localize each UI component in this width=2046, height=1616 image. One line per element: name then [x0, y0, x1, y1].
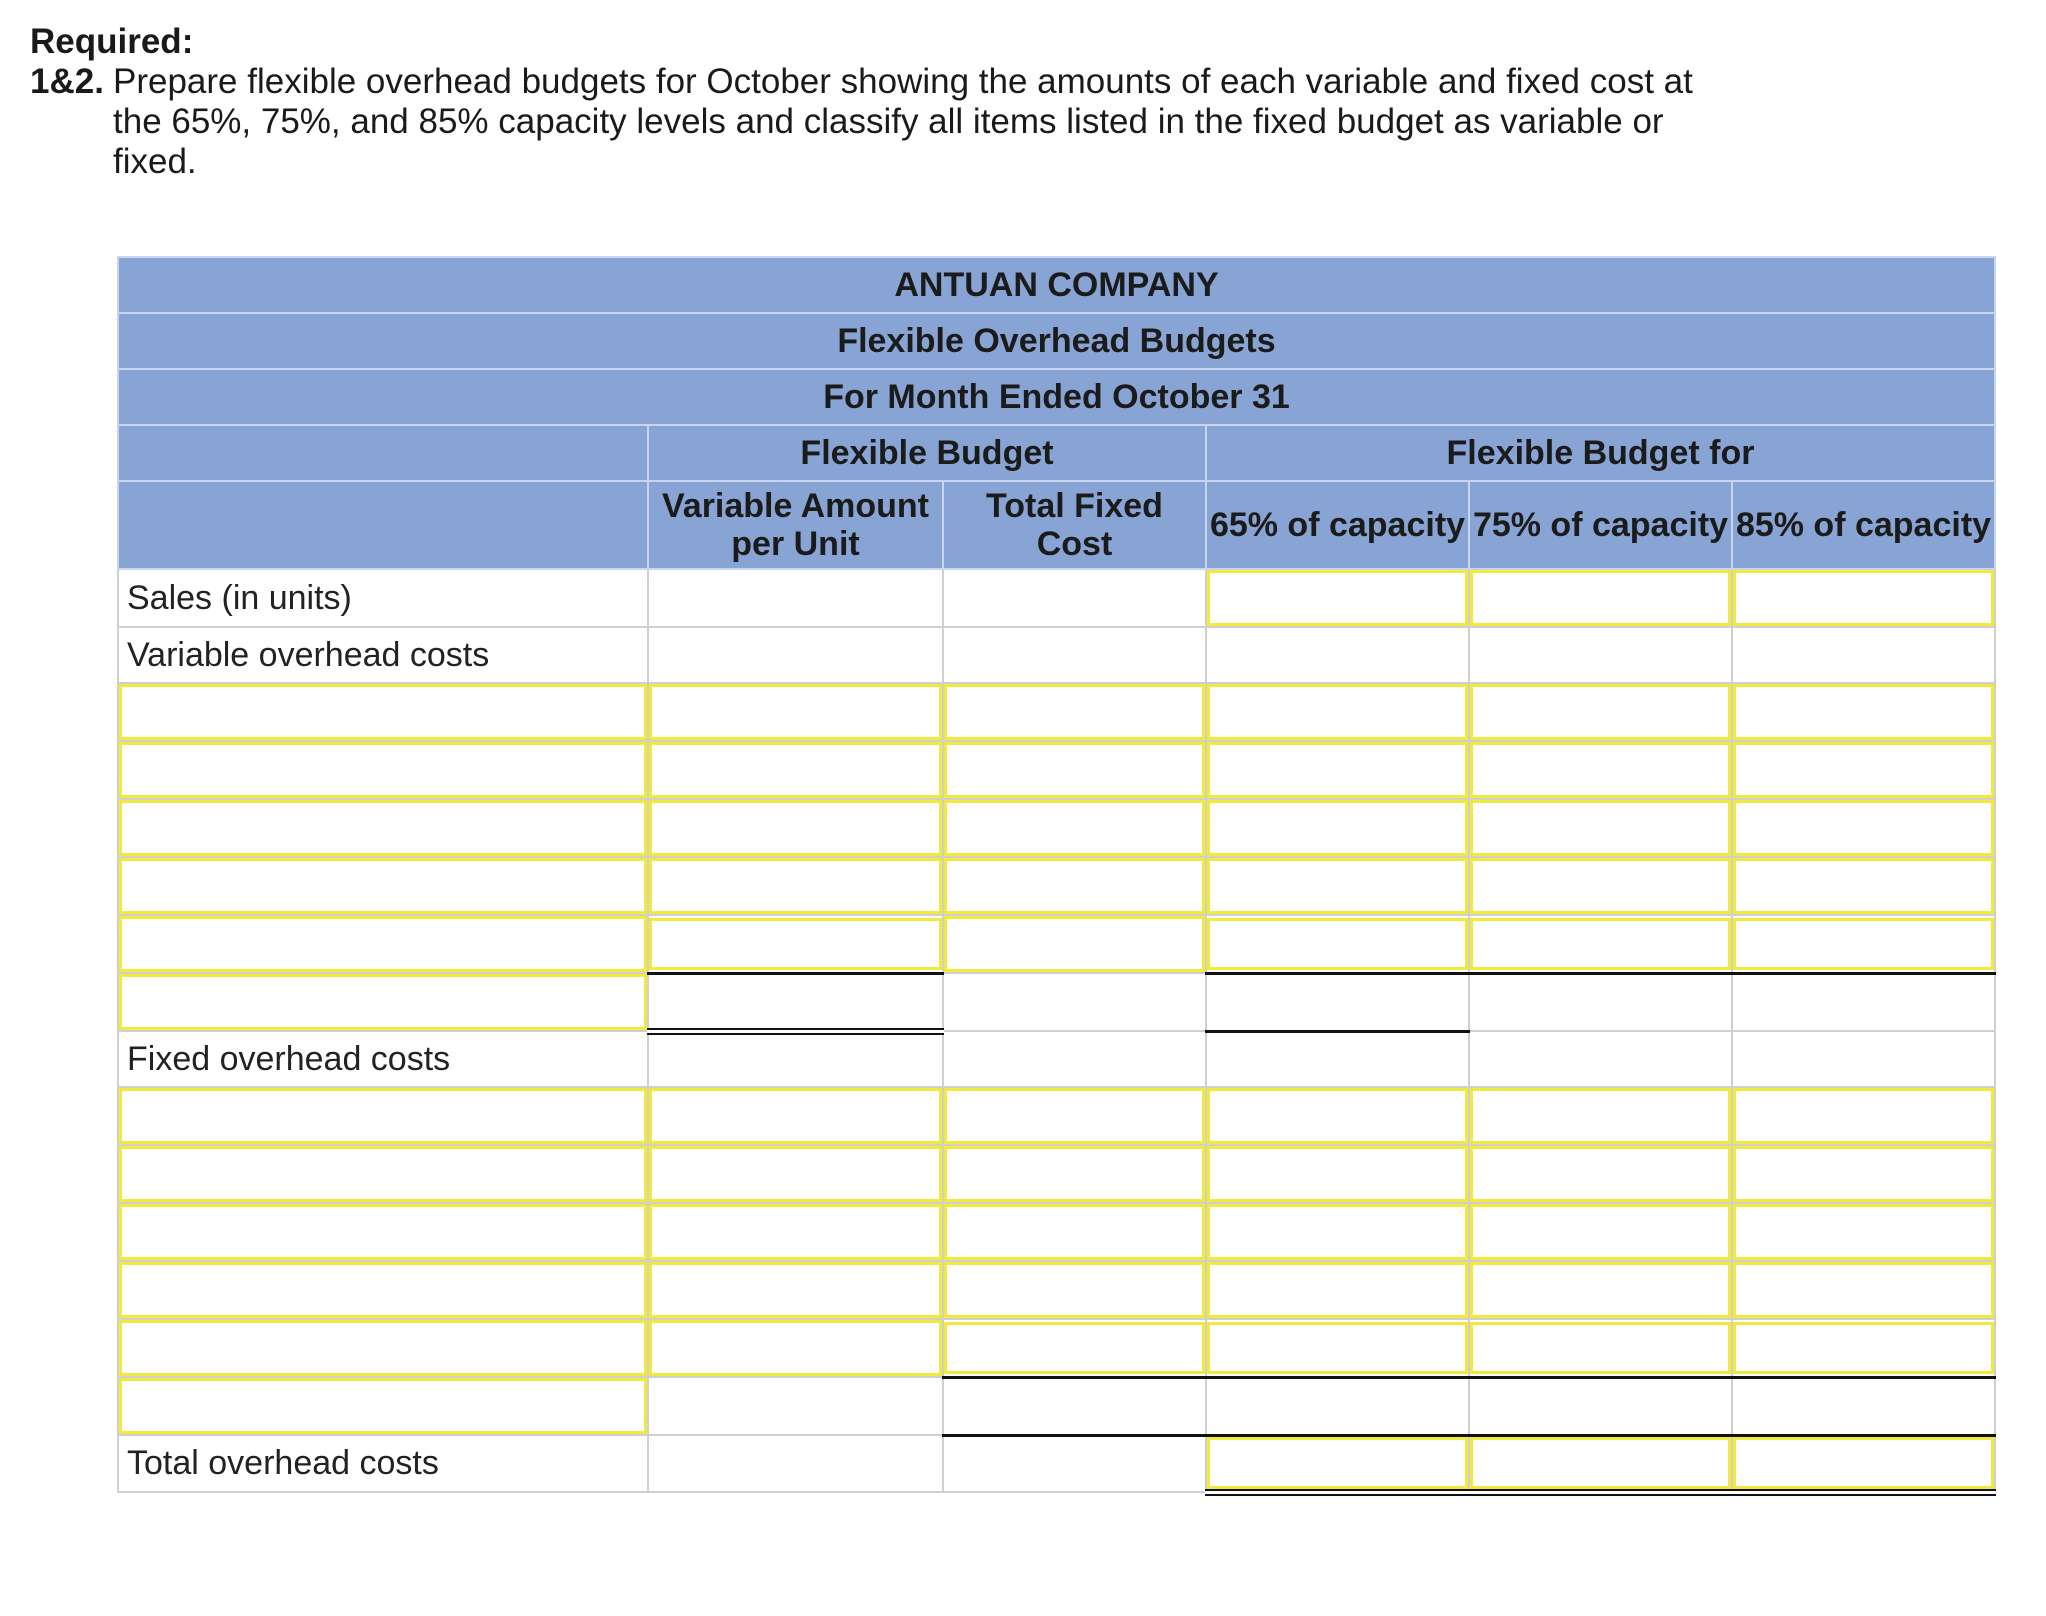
variable-total-65	[1206, 973, 1469, 1031]
amount-75-input[interactable]	[1470, 1322, 1731, 1374]
variable-cost-row	[118, 799, 1995, 857]
requirement-item	[30, 62, 1730, 182]
variable-amount-input[interactable]	[649, 800, 942, 856]
amount-75-input[interactable]	[1470, 684, 1731, 740]
sales-75-input[interactable]	[1470, 570, 1731, 626]
empty-cell	[943, 627, 1206, 683]
group-flexible-budget: Flexible Budget	[648, 425, 1206, 481]
amount-75-input[interactable]	[1470, 742, 1731, 798]
total-fixed-input[interactable]	[944, 916, 1205, 972]
required-heading: Required:	[30, 22, 194, 61]
amount-65-input[interactable]	[1207, 858, 1468, 914]
total-overhead-row	[118, 1435, 1995, 1492]
variable-cost-row	[118, 683, 1995, 741]
fixed-item-input[interactable]	[119, 1320, 647, 1376]
total-fixed-input[interactable]	[944, 1146, 1205, 1202]
total-fixed-input[interactable]	[944, 742, 1205, 798]
variable-item-input[interactable]	[119, 800, 647, 856]
fixed-item-input[interactable]	[119, 1204, 647, 1260]
row-label-fixed: Fixed overhead costs	[118, 1031, 648, 1087]
amount-65-input[interactable]	[1207, 800, 1468, 856]
empty-cell	[648, 1435, 943, 1492]
empty-cell	[943, 569, 1206, 627]
total-fixed-input[interactable]	[944, 800, 1205, 856]
amount-65-input[interactable]	[1207, 1204, 1468, 1260]
amount-85-input[interactable]	[1733, 684, 1994, 740]
total-fixed-input[interactable]	[944, 858, 1205, 914]
col-75-capacity: 75% of capacity	[1469, 481, 1732, 569]
total-fixed-input[interactable]	[944, 1262, 1205, 1318]
total-fixed-input[interactable]	[944, 1322, 1205, 1374]
variable-amount-input[interactable]	[649, 918, 942, 970]
requirement-number: 1&2.	[30, 62, 104, 101]
variable-cost-row	[118, 741, 1995, 799]
amount-75-input[interactable]	[1470, 1204, 1731, 1260]
fixed-total-cost	[943, 1377, 1206, 1435]
empty-cell	[648, 1031, 943, 1087]
amount-85-input[interactable]	[1733, 1088, 1994, 1144]
fixed-item-input[interactable]	[119, 1146, 647, 1202]
empty-cell	[1469, 1031, 1732, 1087]
row-label-sales: Sales (in units)	[118, 569, 648, 627]
empty-cell	[1732, 1031, 1995, 1087]
fixed-cost-row	[118, 1261, 1995, 1319]
empty-cell	[1469, 973, 1732, 1031]
empty-cell	[648, 1377, 943, 1435]
variable-cost-row	[118, 915, 1995, 973]
amount-75-input[interactable]	[1470, 918, 1731, 970]
empty-cell	[1206, 627, 1469, 683]
report-period: For Month Ended October 31	[118, 369, 1995, 425]
empty-cell	[1732, 973, 1995, 1031]
amount-75-input[interactable]	[1470, 800, 1731, 856]
col-variable-amount: Variable Amount per Unit	[648, 481, 943, 569]
total-85-input[interactable]	[1733, 1437, 1994, 1489]
variable-item-input[interactable]	[119, 742, 647, 798]
fixed-item-input[interactable]	[119, 1088, 647, 1144]
variable-amount-input[interactable]	[649, 742, 942, 798]
report-title: Flexible Overhead Budgets	[118, 313, 1995, 369]
amount-85-input[interactable]	[1733, 1204, 1994, 1260]
fixed-total-row	[118, 1377, 1995, 1435]
variable-total-label-input[interactable]	[119, 974, 647, 1030]
amount-75-input[interactable]	[1470, 1088, 1731, 1144]
total-fixed-input[interactable]	[944, 684, 1205, 740]
amount-65-input[interactable]	[1207, 1322, 1468, 1374]
instructions	[30, 22, 1730, 182]
sales-85-input[interactable]	[1733, 570, 1994, 626]
col-85-capacity: 85% of capacity	[1732, 481, 1995, 569]
total-75-input[interactable]	[1470, 1437, 1731, 1489]
amount-85-input[interactable]	[1733, 800, 1994, 856]
row-label-variable: Variable overhead costs	[118, 627, 648, 683]
fixed-total-65	[1206, 1377, 1469, 1435]
empty-cell	[1732, 627, 1995, 683]
empty-cell	[943, 1031, 1206, 1087]
amount-65-input[interactable]	[1207, 1262, 1468, 1318]
table-row	[118, 1031, 1995, 1087]
table-row	[118, 569, 1995, 627]
fixed-total-75	[1469, 1377, 1732, 1435]
fixed-cost-row	[118, 1319, 1995, 1377]
col-65-capacity: 65% of capacity	[1206, 481, 1469, 569]
variable-item-input[interactable]	[119, 858, 647, 914]
variable-amount-input[interactable]	[649, 1320, 942, 1376]
fixed-cost-row	[118, 1203, 1995, 1261]
variable-item-input[interactable]	[119, 684, 647, 740]
header-blank	[118, 481, 648, 569]
row-label-total: Total overhead costs	[118, 1435, 648, 1492]
empty-cell	[648, 569, 943, 627]
fixed-item-input[interactable]	[119, 1262, 647, 1318]
empty-cell	[648, 627, 943, 683]
col-total-fixed-cost: Total Fixed Cost	[943, 481, 1206, 569]
fixed-total-label-input[interactable]	[119, 1378, 647, 1434]
fixed-total-85	[1732, 1377, 1995, 1435]
variable-amount-input[interactable]	[649, 858, 942, 914]
amount-65-input[interactable]	[1207, 1088, 1468, 1144]
empty-cell	[943, 1435, 1206, 1492]
amount-85-input[interactable]	[1733, 918, 1994, 970]
variable-total-row	[118, 973, 1995, 1031]
total-65-input[interactable]	[1207, 1437, 1468, 1489]
amount-85-input[interactable]	[1733, 1146, 1994, 1202]
variable-cost-row	[118, 857, 1995, 915]
empty-cell	[1469, 627, 1732, 683]
total-fixed-input[interactable]	[944, 1204, 1205, 1260]
requirement-text: Prepare flexible overhead budgets for October showing the amounts of each variable and fixed cost at the 65%, 75%, and 85% capacity levels and classify all items listed in the fixed budget as variable or fixed.	[113, 62, 1693, 181]
table-row	[118, 627, 1995, 683]
amount-85-input[interactable]	[1733, 1322, 1994, 1374]
variable-amount-input[interactable]	[649, 1088, 942, 1144]
amount-75-input[interactable]	[1470, 1262, 1731, 1318]
amount-75-input[interactable]	[1470, 1146, 1731, 1202]
group-flexible-budget-for: Flexible Budget for	[1206, 425, 1995, 481]
variable-total-per-unit	[648, 973, 943, 1031]
variable-item-input[interactable]	[119, 916, 647, 972]
amount-85-input[interactable]	[1733, 858, 1994, 914]
sales-65-input[interactable]	[1207, 570, 1468, 626]
company-name: ANTUAN COMPANY	[118, 257, 1995, 313]
fixed-cost-row	[118, 1145, 1995, 1203]
flexible-budget-table	[117, 256, 1996, 1496]
amount-65-input[interactable]	[1207, 684, 1468, 740]
amount-65-input[interactable]	[1207, 918, 1468, 970]
amount-85-input[interactable]	[1733, 1262, 1994, 1318]
fixed-cost-row	[118, 1087, 1995, 1145]
variable-amount-input[interactable]	[649, 684, 942, 740]
total-fixed-input[interactable]	[944, 1088, 1205, 1144]
amount-65-input[interactable]	[1207, 1146, 1468, 1202]
variable-amount-input[interactable]	[649, 1146, 942, 1202]
variable-amount-input[interactable]	[649, 1262, 942, 1318]
amount-65-input[interactable]	[1207, 742, 1468, 798]
amount-75-input[interactable]	[1470, 858, 1731, 914]
variable-amount-input[interactable]	[649, 1204, 942, 1260]
empty-cell	[943, 973, 1206, 1031]
empty-cell	[1206, 1031, 1469, 1087]
header-blank	[118, 425, 648, 481]
amount-85-input[interactable]	[1733, 742, 1994, 798]
